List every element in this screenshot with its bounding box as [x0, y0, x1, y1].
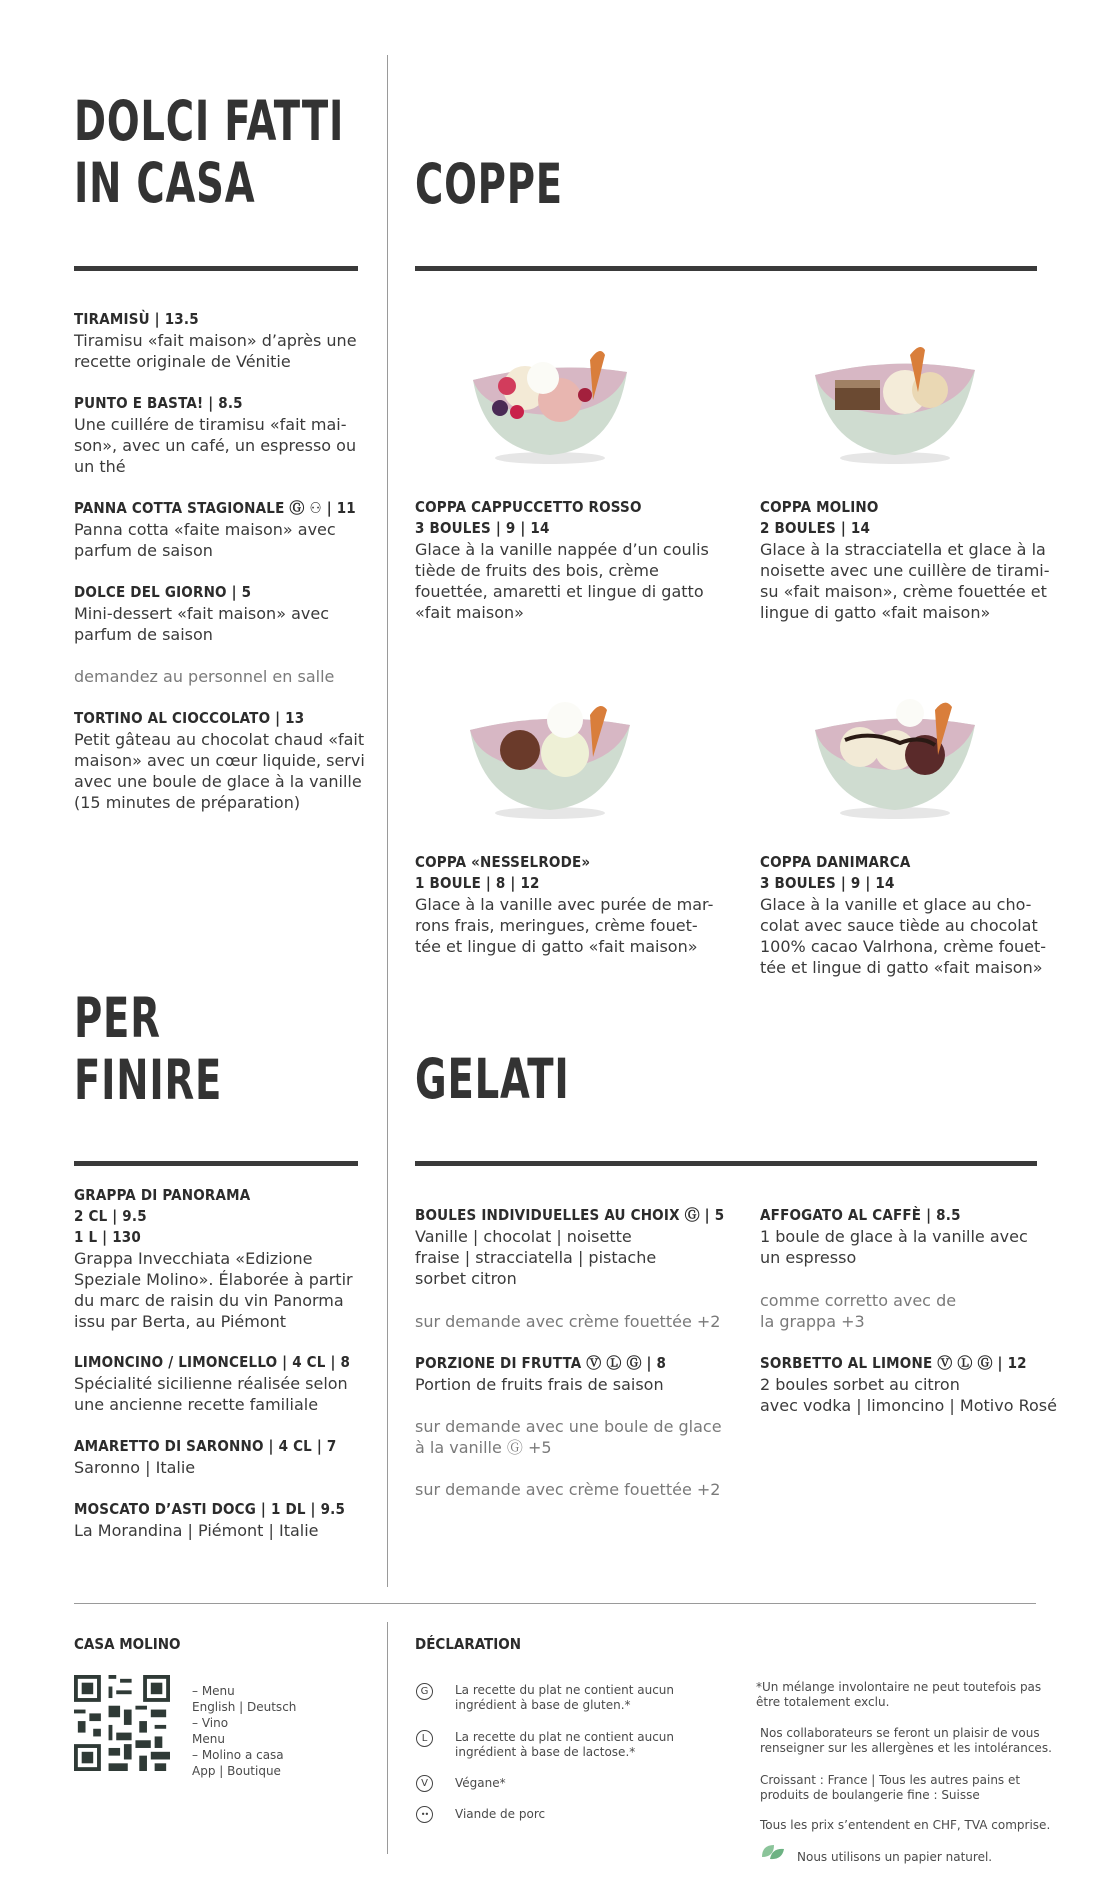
item-desc: 2 boules sorbet au citron avec vodka | limoncino | Motivo Rosé: [760, 1375, 1057, 1415]
item-name: PORZIONE DI FRUTTA Ⓥ Ⓛ Ⓖ | 8: [415, 1354, 667, 1372]
item-desc: Portion de fruits frais de saison: [415, 1375, 664, 1394]
dolci-title: DOLCI FATTI IN CASA: [74, 89, 345, 215]
item-name: DOLCE DEL GIORNO | 5: [74, 583, 252, 601]
item-name: BOULES INDIVIDUELLES AU CHOIX Ⓖ | 5: [415, 1206, 725, 1224]
frutta-note-2: sur demande avec crème fouettée +2: [415, 1480, 721, 1499]
dolci-note: demandez au personnel en salle: [74, 667, 335, 686]
item-name: MOSCATO D’ASTI DOCG | 1 DL | 9.5: [74, 1500, 346, 1518]
menu-item-tortino: [74, 708, 374, 813]
item-name: COPPA «NESSELRODE» 1 BOULE | 8 | 12: [415, 853, 591, 892]
coppa-nesselrode: [415, 852, 725, 957]
item-name: TORTINO AL CIOCCOLATO | 13: [74, 709, 305, 727]
item-desc: Grappa Invecchiata «Edizione Speziale Molino». Élaborée à partir du marc de raisin du vin Panorma issu par Berta, au Piémont: [74, 1249, 353, 1331]
frutta-note-1: sur demande avec une boule de glace à la vanille Ⓖ +5: [415, 1417, 722, 1457]
item-desc: Saronno | Italie: [74, 1458, 196, 1477]
item-name: COPPA DANIMARCA 3 BOULES | 9 | 14: [760, 853, 911, 892]
item-desc: Petit gâteau au chocolat chaud «fait maison» avec un cœur liquide, servi avec une boule de glace à la vanille (15 minutes de préparation): [74, 730, 365, 812]
moscato: [74, 1499, 374, 1541]
grappa-di-panorama: [74, 1185, 374, 1332]
coppe-title: COPPE: [415, 152, 563, 216]
item-name: LIMONCINO / LIMONCELLO | 4 CL | 8: [74, 1353, 351, 1371]
limoncino: [74, 1352, 374, 1415]
item-name: PUNTO E BASTA! | 8.5: [74, 394, 243, 412]
footer-note-2: Nos collaborateurs se feront un plaisir de vous renseigner sur les allergènes et les intolérances.: [760, 1726, 1052, 1755]
coppe-rule: [415, 266, 1037, 271]
finire-title: PER FINIRE: [74, 986, 223, 1112]
item-desc: Glace à la stracciatella et glace à la noisette avec une cuillère de tirami- su «fait maison», crème fouettée et lingue di gatto «fait maison»: [760, 540, 1050, 622]
finire-rule: [74, 1161, 358, 1166]
qr-code[interactable]: [74, 1675, 170, 1771]
item-desc: Glace à la vanille et glace au cho- colat avec sauce tiède au chocolat 100% cacao Valrhona, crème fouet- tée et lingue di gatto «fait maison»: [760, 895, 1047, 977]
footer-note-4: Tous les prix s’entendent en CHF, TVA comprise.: [760, 1818, 1051, 1832]
coppa-danimarca-image: [810, 695, 980, 825]
coppa-molino-image: [810, 340, 980, 470]
item-desc: Glace à la vanille nappée d’un coulis tiède de fruits des bois, crème fouettée, amaretti et lingue di gatto «fait maison»: [415, 540, 709, 622]
item-desc: Vanille | chocolat | noisette fraise | stracciatella | pistache sorbet citron: [415, 1227, 657, 1288]
affogato-al-caffe: [760, 1205, 1070, 1268]
leaf-icon: [760, 1843, 786, 1861]
item-name: PANNA COTTA STAGIONALE Ⓖ ⚇ | 11: [74, 499, 356, 517]
footer-divider: [74, 1603, 1036, 1604]
item-desc: 1 boule de glace à la vanille avec un espresso: [760, 1227, 1028, 1267]
item-desc: Panna cotta «faite maison» avec parfum de saison: [74, 520, 336, 560]
coppa-cappuccetto-image: [465, 340, 635, 470]
item-desc: Mini-dessert «fait maison» avec parfum de saison: [74, 604, 329, 644]
coppa-danimarca: [760, 852, 1060, 978]
item-desc: Glace à la vanille avec purée de mar- rons frais, meringues, crème fouet- tée et lingue di gatto «fait maison»: [415, 895, 714, 956]
amaretto: [74, 1436, 374, 1478]
gelati-rule: [415, 1161, 1037, 1166]
menu-item-panna-cotta: [74, 498, 374, 561]
dolci-rule: [74, 266, 358, 271]
legend-vegan-text: Végane*: [455, 1776, 506, 1790]
item-name: TIRAMISÙ | 13.5: [74, 310, 199, 328]
item-desc: La Morandina | Piémont | Italie: [74, 1521, 319, 1540]
menu-item-tiramisu: [74, 309, 374, 372]
lactose-free-icon: L: [416, 1730, 433, 1747]
menu-item-dolce-del-giorno: [74, 582, 374, 645]
item-desc: Une cuillére de tiramisu «fait mai- son», avec un café, un espresso ou un thé: [74, 415, 357, 476]
footer-note-3: Croissant : France | Tous les autres pains et produits de boulangerie fine : Suisse: [760, 1773, 1021, 1802]
legend-gluten-text: La recette du plat ne contient aucun ingrédient à base de gluten.*: [455, 1683, 675, 1712]
gelati-title: GELATI: [415, 1047, 570, 1111]
footer-brand: CASA MOLINO: [74, 1635, 181, 1653]
item-name: COPPA MOLINO 2 BOULES | 14: [760, 498, 879, 537]
footer-note-1: *Un mélange involontaire ne peut toutefois pas être totalement exclu.: [756, 1680, 1042, 1709]
item-name: AMARETTO DI SARONNO | 4 CL | 7: [74, 1437, 337, 1455]
footer-column-divider: [387, 1622, 388, 1854]
item-desc: Spécialité sicilienne réalisée selon une ancienne recette familiale: [74, 1374, 348, 1414]
legend-lactose-text: La recette du plat ne contient aucun ingrédient à base de lactose.*: [455, 1730, 675, 1759]
item-name: AFFOGATO AL CAFFÈ | 8.5: [760, 1206, 961, 1224]
footer-links[interactable]: – Menu English | Deutsch – Vino Menu – Molino a casa App | Boutique: [192, 1684, 297, 1778]
item-name: SORBETTO AL LIMONE Ⓥ Ⓛ Ⓖ | 12: [760, 1354, 1027, 1372]
affogato-note: comme corretto avec de la grappa +3: [760, 1291, 957, 1331]
menu-item-punto-e-basta: [74, 393, 374, 477]
column-divider: [387, 55, 388, 1587]
coppa-cappuccetto-rosso: [415, 497, 725, 623]
legend-pork-text: Viande de porc: [455, 1807, 546, 1821]
gluten-free-icon: G: [416, 1683, 433, 1700]
boules-note: sur demande avec crème fouettée +2: [415, 1312, 721, 1331]
declaration-title: DÉCLARATION: [415, 1635, 522, 1653]
porzione-di-frutta: [415, 1353, 735, 1395]
item-name: GRAPPA DI PANORAMA 2 CL | 9.5 1 L | 130: [74, 1186, 251, 1246]
paper-note: Nous utilisons un papier naturel.: [797, 1850, 993, 1864]
pork-icon: ••: [416, 1806, 433, 1823]
coppa-nesselrode-image: [465, 695, 635, 825]
boules-individuelles: [415, 1205, 735, 1289]
item-desc: Tiramisu «fait maison» d’après une recette originale de Vénitie: [74, 331, 357, 371]
item-name: COPPA CAPPUCCETTO ROSSO 3 BOULES | 9 | 14: [415, 498, 642, 537]
sorbetto-al-limone: [760, 1353, 1070, 1416]
vegan-icon: V: [416, 1775, 433, 1792]
coppa-molino: [760, 497, 1060, 623]
